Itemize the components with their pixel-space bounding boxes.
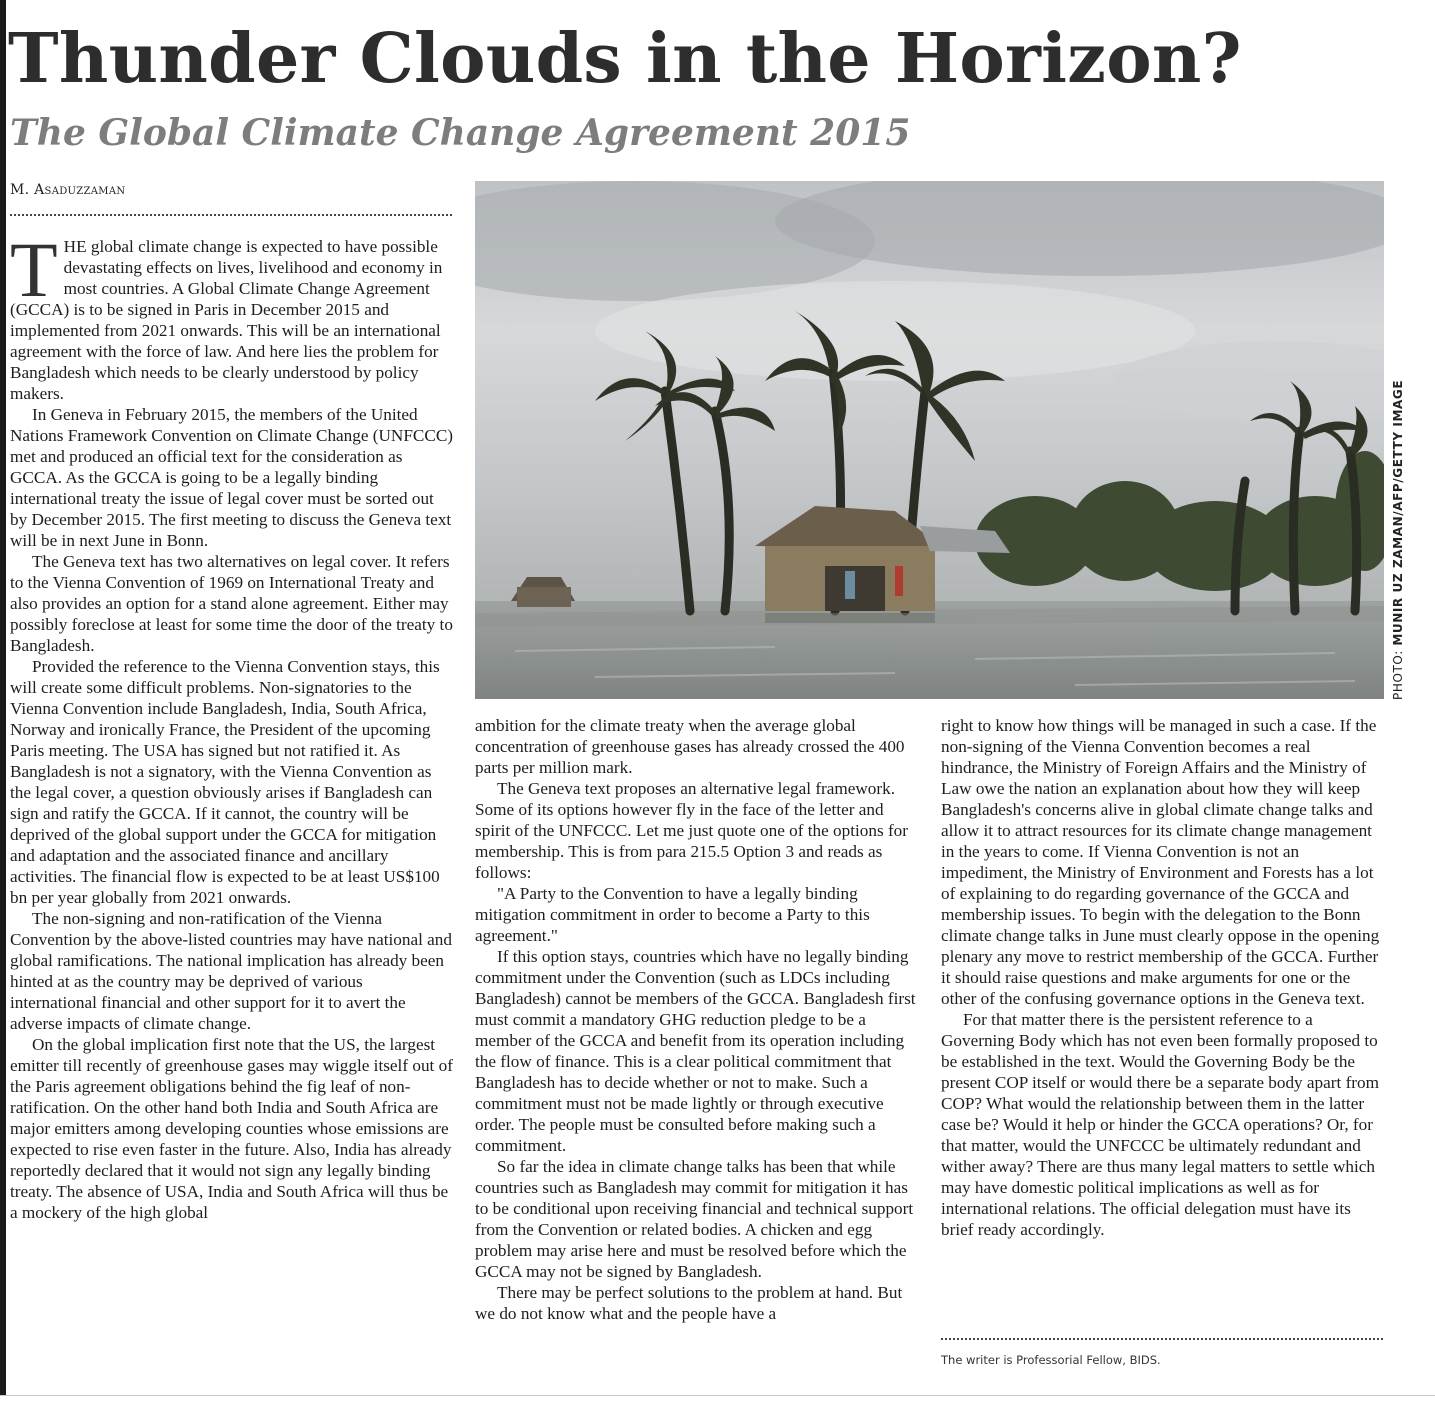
paragraph: Provided the reference to the Vienna Convention stays, this will create some difficult problems. Non-signatories to the Vienna Convention include Bangladesh, India, South Africa, Norway and ironically France, the President of the upcoming Paris meeting. The USA has signed but not ratified it. As Bangladesh is not a signatory, with the Vienna Convention as the legal cover, a question obviously arises if Bangladesh can sign and ratify the GCCA. If it cannot, the country will be deprived of the global support under the GCCA for mitigation and adaptation and the associated finance and ancillary activities. The financial flow is expected to be at least US$100 bn per year globally from 2021 onwards.: [10, 657, 440, 907]
paragraph: There may be perfect solutions to the problem at hand. But we do not know what and the people have a: [475, 1283, 903, 1323]
paragraph: ambition for the climate treaty when the average global concentration of greenhouse gases has already crossed the 400 parts per million mark.: [475, 716, 905, 777]
left-edge-bar: [0, 0, 6, 1395]
byline: M. Asaduzzaman: [10, 182, 126, 198]
endnote-divider: [941, 1338, 1383, 1340]
drop-cap: T: [10, 226, 58, 313]
photo-credit-name: MUNIR UZ ZAMAN/AFP/GETTY IMAGE: [1391, 379, 1405, 646]
paragraph: The non-signing and non-ratification of the Vienna Convention by the above-listed countries may have national and global ramifications. The national implication has already been hinted at as the country may be deprived of various international financial and other support for it to avert the adverse impacts of climate change.: [10, 909, 452, 1033]
writer-note: The writer is Professorial Fellow, BIDS.: [941, 1353, 1161, 1367]
flood-photo: [475, 181, 1384, 699]
paragraph: The Geneva text has two alternatives on legal cover. It refers to the Vienna Convention of 1969 on International Treaty and also provides an option for a stand alone agreement. Either may possibly foreclose at least for some time the door of the treaty to Bangladesh.: [10, 552, 453, 655]
paragraph: "A Party to the Convention to have a legally binding mitigation commitment in order to become a Party to this agreement.": [475, 884, 870, 945]
paragraph-text: HE global climate change is expected to have possible devastating effects on lives, livelihood and economy in most countries. A Global Climate Change Agreement (GCCA) is to be signed in Paris in December 2015 and implemented from 2021 onwards. This will be an international agreement with the force of law. And here lies the problem for Bangladesh which needs to be clearly understood by policy makers.: [10, 237, 443, 403]
paragraph: For that matter there is the persistent reference to a Governing Body which has not even been formally proposed to be established in the text. Would the Governing Body be the present COP itself or would there be a separate body apart from COP? What would the relationship between them in the latter case be? Would it help or hinder the GCCA operations? Or, for that matter, would the UNFCCC be ultimately redundant and wither away? There are thus many legal matters to settle which may have domestic political implications as well as for international relations. The official delegation must have its brief ready accordingly.: [941, 1010, 1379, 1239]
article-subtitle: The Global Climate Change Agreement 2015: [10, 112, 911, 154]
bottom-rule: [0, 1395, 1435, 1396]
paragraph: In Geneva in February 2015, the members of the United Nations Framework Convention on Climate Change (UNFCCC) met and produced an official text for the consideration as GCCA. As the GCCA is going to be a legally binding international treaty the issue of legal cover must be sorted out by December 2015. The first meeting to discuss the Geneva text will be in next June in Bonn.: [10, 405, 454, 550]
paragraph: So far the idea in climate change talks has been that while countries such as Bangladesh may commit for mitigation it has to be conditional upon receiving financial and technical support from the Convention or related bodies. A chicken and egg problem may arise here and must be resolved before which the GCCA may not be signed by Bangladesh.: [475, 1157, 914, 1281]
paragraph: [10, 226, 453, 404]
paragraph: If this option stays, countries which have no legally binding commitment under the Convention (such as LDCs including Bangladesh) cannot be members of the GCCA. Bangladesh first must commit a mandatory GHG reduction pledge to be a member of the GCCA and benefit from its operation including the flow of finance. This is a clear political commitment that Bangladesh has to decide whether or not to make. Such a commitment must not be made lightly or through executive order. The people must be consulted before making such a commitment.: [475, 947, 916, 1155]
column-1: [10, 226, 454, 1223]
byline-divider: [10, 214, 452, 216]
paragraph: On the global implication first note that the US, the largest emitter till recently of greenhouse gases may wiggle itself out of the Paris agreement obligations behind the fig leaf of non-ratification. On the other hand both India and South Africa are major emitters among developing counties whose emissions are expected to rise even faster in the future. Also, India has already reportedly declared that it would not sign any legally binding treaty. The absence of USA, India and South Africa will thus be a mockery of the high global: [10, 1035, 453, 1222]
paragraph: The Geneva text proposes an alternative legal framework. Some of its options however fly in the face of the letter and spirit of the UNFCCC. Let me just quote one of the options for membership. This is from para 215.5 Option 3 and reads as follows:: [475, 779, 908, 882]
article-title: Thunder Clouds in the Horizon?: [8, 19, 1242, 99]
paragraph: right to know how things will be managed in such a case. If the non-signing of the Vienna Convention becomes a real hindrance, the Ministry of Foreign Affairs and the Ministry of Law owe the nation an explanation about how they will keep Bangladesh's concerns alive in global climate change talks and allow it to attract resources for its climate change management in the years to come. If Vienna Convention is not an impediment, the Ministry of Environment and Forests has a lot of explaining to do regarding governance of the GCCA and membership issues. To begin with the delegation to the Bonn climate change talks in June must clearly oppose in the opening plenary any move to restrict membership of the GCCA. Further it should raise questions and make arguments for one or the other of the confusing governance options in the Geneva text.: [941, 716, 1380, 1008]
column-2: [475, 715, 917, 1324]
photo-credit: [1386, 182, 1410, 700]
photo-credit-prefix: PHOTO:: [1391, 645, 1405, 700]
column-3: [941, 715, 1383, 1240]
photo-illustration: [475, 181, 1384, 699]
